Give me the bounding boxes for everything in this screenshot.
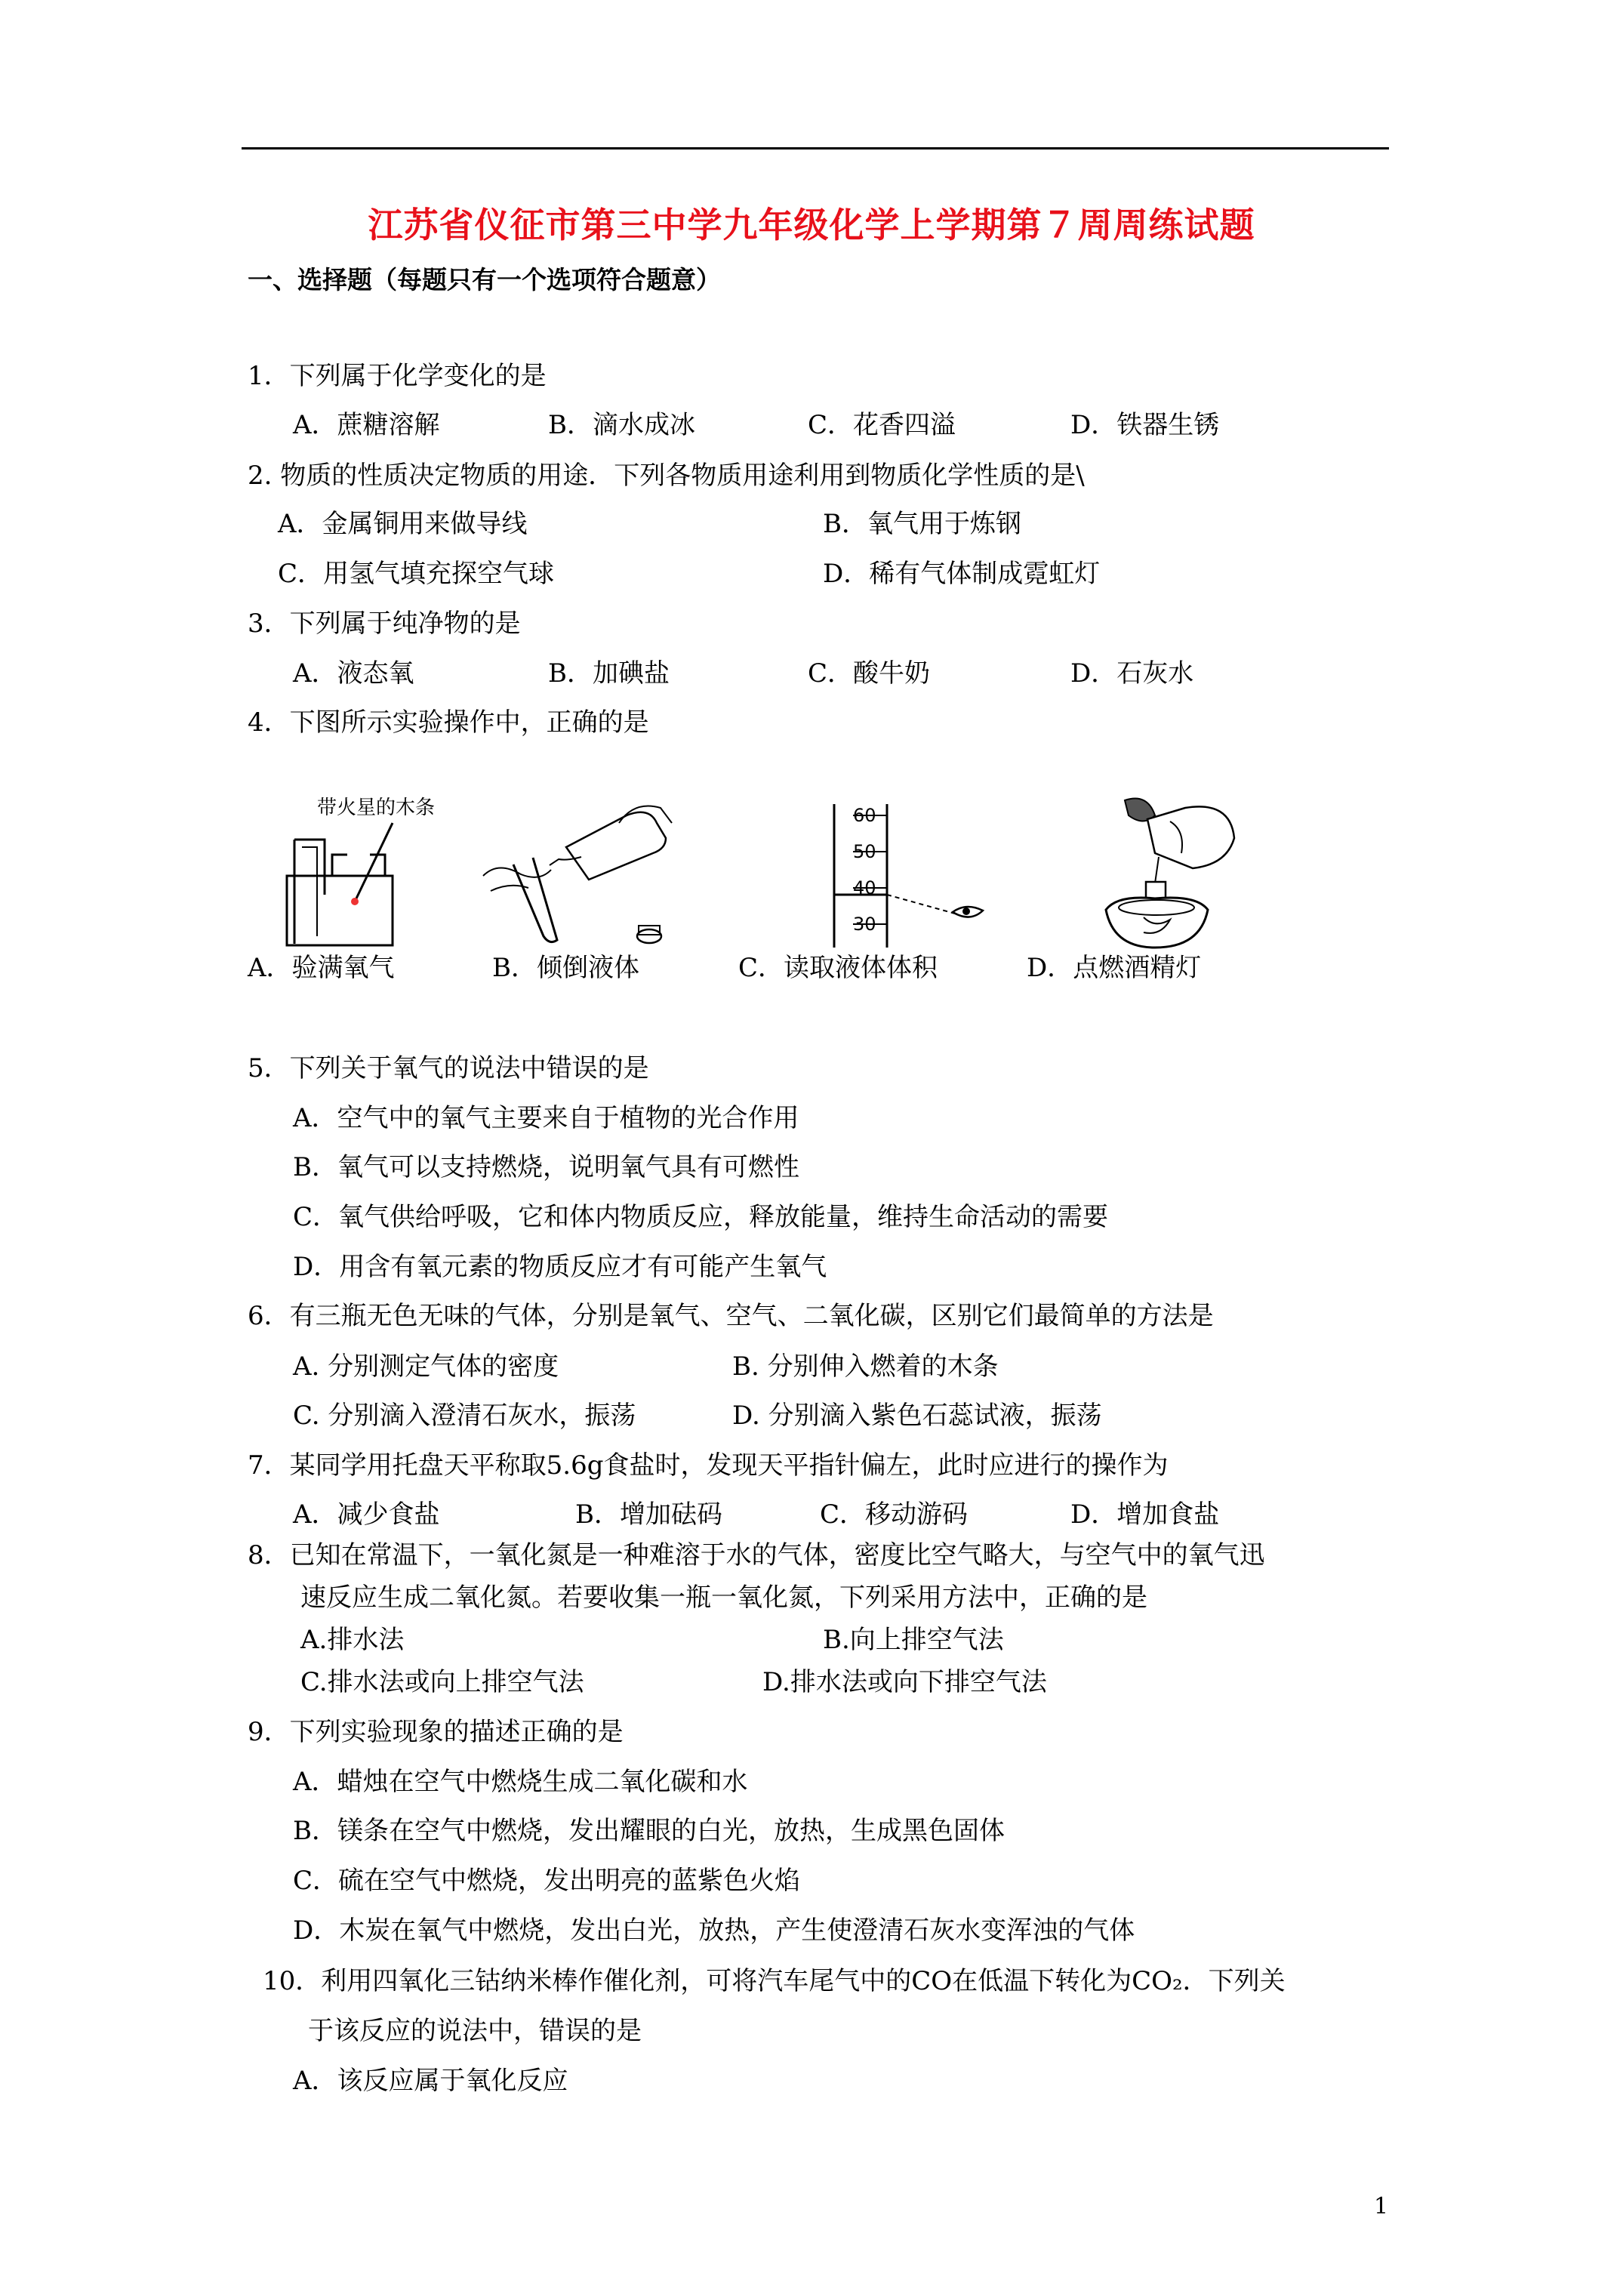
q2-option-d: D．稀有气体制成霓虹灯 <box>823 559 1101 589</box>
section-heading: 一、选择题（每题只有一个选项符合题意） <box>248 265 721 294</box>
page-title: 江苏省仪征市第三中学九年级化学上学期第７周周练试题 <box>368 205 1255 245</box>
q8-option-d: D.排水法或向下排空气法 <box>762 1667 1047 1697</box>
q6-option-b: B. 分别伸入燃着的木条 <box>732 1351 999 1382</box>
q7-option-b: B．增加砝码 <box>575 1499 722 1530</box>
question-10-stem-sub: ₂．下列关 <box>1172 1966 1286 1996</box>
q4-option-a: A．验满氧气 <box>248 953 395 983</box>
q9-option-d: D．木炭在氧气中燃烧，发出白光，放热，产生使澄清石灰水变浑浊的气体 <box>293 1915 1135 1946</box>
q8-option-c: C.排水法或向上排空气法 <box>300 1667 584 1697</box>
scale-tick-30: 30 <box>853 914 876 935</box>
q3-option-b: B．加碘盐 <box>548 658 670 689</box>
figure-label: 带火星的木条 <box>317 797 436 819</box>
question-6-stem: 6．有三瓶无色无味的气体，分别是氧气、空气、二氧化碳，区别它们最简单的方法是 <box>248 1301 1214 1331</box>
figure-read-volume <box>815 800 996 951</box>
q6-option-a: A. 分别测定气体的密度 <box>293 1351 559 1382</box>
q8-option-b: B.向上排空气法 <box>823 1625 1004 1655</box>
q2-option-a: A．金属铜用来做导线 <box>278 509 528 539</box>
q5-option-c: C．氧气供给呼吸，它和体内物质反应，释放能量，维持生命活动的需要 <box>293 1202 1109 1232</box>
q1-option-b: B．滴水成冰 <box>548 410 695 440</box>
q6-option-c: C. 分别滴入澄清石灰水，振荡 <box>293 1401 636 1431</box>
q2-option-c: C．用氢气填充探空气球 <box>278 559 555 589</box>
question-5-stem: 5．下列关于氧气的说法中错误的是 <box>248 1053 649 1083</box>
q7-option-c: C．移动游码 <box>820 1499 969 1530</box>
q7-option-d: D．增加食盐 <box>1070 1499 1220 1530</box>
figure-alcohol-lamp <box>1072 785 1261 959</box>
question-9-stem: 9．下列实验现象的描述正确的是 <box>248 1717 624 1747</box>
q8-option-a: A.排水法 <box>300 1625 405 1655</box>
q1-option-a: A．蔗糖溶解 <box>293 410 440 440</box>
q3-option-a: A．液态氧 <box>293 658 414 689</box>
q4-option-d: D．点燃酒精灯 <box>1027 953 1202 983</box>
q2-option-b: B．氧气用于炼钢 <box>823 509 1021 539</box>
q5-option-d: D．用含有氧元素的物质反应才有可能产生氧气 <box>293 1252 827 1282</box>
page-number: 1 <box>1374 2193 1389 2220</box>
question-10-stem-line-2: 于该反应的说法中，错误的是 <box>308 2016 642 2046</box>
q5-option-b: B．氧气可以支持燃烧，说明氧气具有可燃性 <box>293 1152 799 1182</box>
q6-option-d: D. 分别滴入紫色石蕊试液，振荡 <box>732 1401 1102 1431</box>
q1-option-d: D．铁器生锈 <box>1070 410 1220 440</box>
q1-option-c: C．花香四溢 <box>808 410 956 440</box>
question-8-stem-line-2: 速反应生成二氧化氮。若要收集一瓶一氧化氮，下列采用方法中，正确的是 <box>300 1583 1147 1613</box>
question-3-stem: 3．下列属于纯净物的是 <box>248 609 521 639</box>
q7-option-a: A．减少食盐 <box>293 1499 440 1530</box>
q10-option-a: A．该反应属于氧化反应 <box>293 2066 568 2096</box>
header-rule <box>242 147 1389 149</box>
scale-tick-60: 60 <box>853 805 876 826</box>
question-10-stem-line-1 <box>263 1966 1286 1996</box>
q9-option-c: C．硫在空气中燃烧，发出明亮的蓝紫色火焰 <box>293 1866 801 1896</box>
question-4-stem: 4．下图所示实验操作中，正确的是 <box>248 707 649 738</box>
scale-tick-40: 40 <box>853 877 876 898</box>
question-7-stem: 7．某同学用托盘天平称取5.6g食盐时，发现天平指针偏左，此时应进行的操作为 <box>248 1450 1169 1481</box>
q5-option-a: A．空气中的氧气主要来自于植物的光合作用 <box>293 1103 799 1133</box>
q3-option-d: D．石灰水 <box>1070 658 1194 689</box>
q9-option-a: A．蜡烛在空气中燃烧生成二氧化碳和水 <box>293 1767 748 1797</box>
q3-option-c: C．酸牛奶 <box>808 658 931 689</box>
figure-oxygen-test <box>272 793 483 951</box>
question-2-stem: 2. 物质的性质决定物质的用途．下列各物质用途利用到物质化学性质的是\ <box>248 461 1085 491</box>
scale-tick-50: 50 <box>853 841 876 862</box>
q4-option-b: B．倾倒液体 <box>492 953 639 983</box>
q9-option-b: B．镁条在空气中燃烧，发出耀眼的白光，放热，生成黑色固体 <box>293 1816 1005 1846</box>
figure-pouring-liquid <box>468 785 687 951</box>
question-10-stem-text: 10．利用四氧化三钴纳米棒作催化剂，可将汽车尾气中的CO在低温下转化为CO <box>263 1966 1173 1996</box>
question-1-stem: 1．下列属于化学变化的是 <box>248 361 547 391</box>
q4-option-c: C．读取液体体积 <box>738 953 938 983</box>
question-8-stem-line-1: 8．已知在常温下，一氧化氮是一种难溶于水的气体，密度比空气略大，与空气中的氧气迅 <box>248 1540 1265 1570</box>
